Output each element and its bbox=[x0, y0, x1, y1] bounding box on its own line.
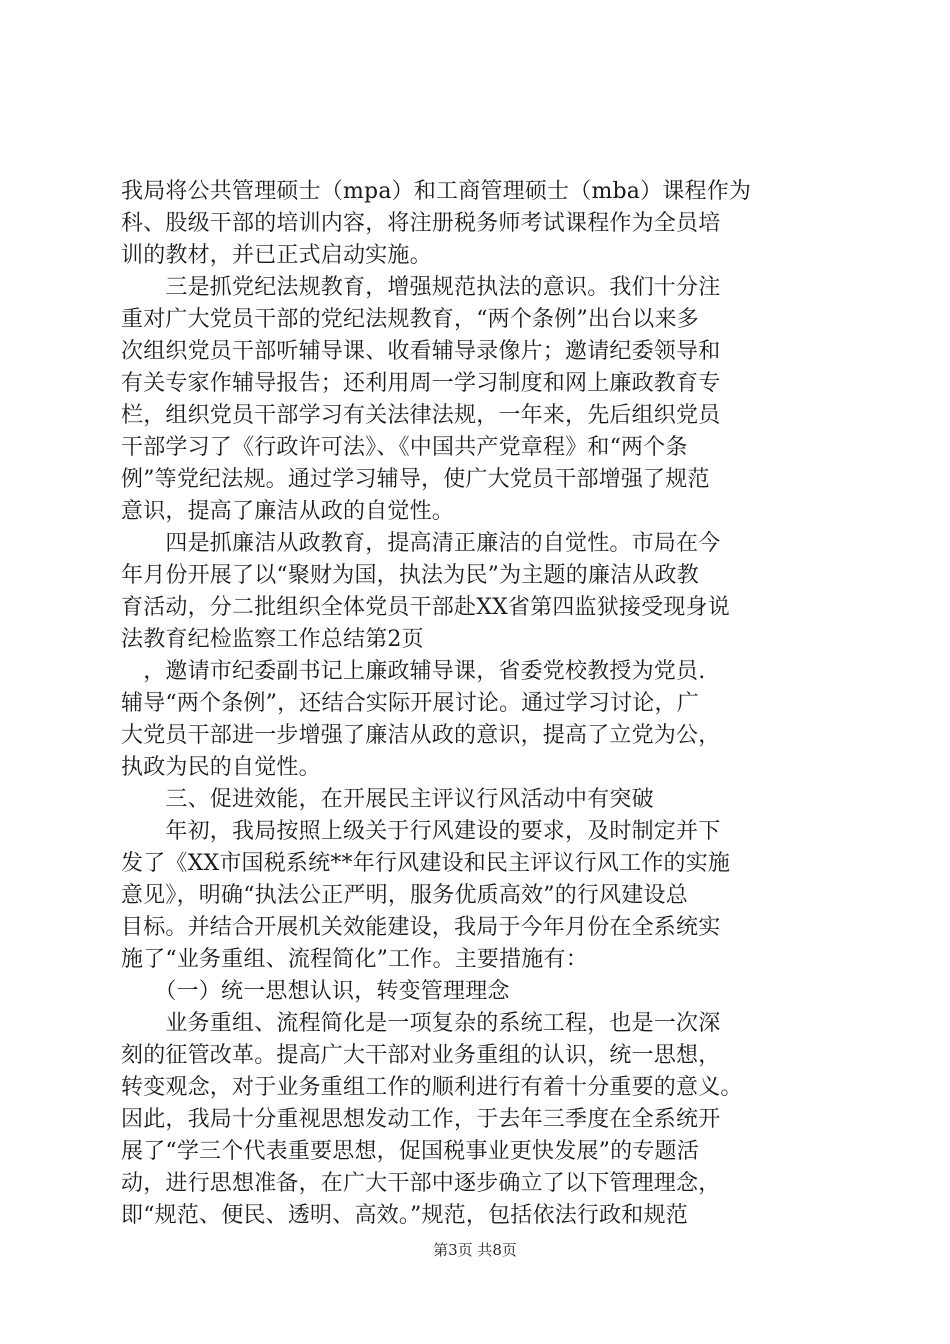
text-line: 刻的征管改革。提高广大干部对业务重组的认识，统一思想， bbox=[121, 1043, 721, 1068]
text-line: 四是抓廉洁从政教育，提高清正廉洁的自觉性。市局在今 bbox=[121, 531, 721, 556]
text-line: 业务重组、流程简化是一项复杂的系统工程，也是一次深 bbox=[121, 1011, 721, 1036]
text-line: 动，进行思想准备，在广大干部中逐步确立了以下管理理念， bbox=[121, 1171, 721, 1196]
section-heading: 三、促进效能，在开展民主评议行风活动中有突破 bbox=[121, 787, 654, 812]
text-line: ，邀请市纪委副书记上廉政辅导课，省委党校教授为党员. bbox=[121, 659, 706, 684]
text-line: 例”等党纪法规。通过学习辅导，使广大党员干部增强了规范 bbox=[121, 467, 710, 492]
page-footer bbox=[0, 1240, 950, 1260]
text-line: 有关专家作辅导报告；还利用周一学习制度和网上廉政教育专 bbox=[121, 371, 721, 396]
page-indicator: 第3页 共8页 bbox=[433, 1241, 517, 1259]
text-line: 我局将公共管理硕士（mpa）和工商管理硕士（mba）课程作为 bbox=[121, 179, 752, 204]
text-line: 意识，提高了廉洁从政的自觉性。 bbox=[121, 499, 455, 524]
text-line: 执政为民的自觉性。 bbox=[121, 755, 321, 780]
text-line: 施了“业务重组、流程简化”工作。主要措施有： bbox=[121, 947, 588, 972]
text-line: 三是抓党纪法规教育，增强规范执法的意识。我们十分注 bbox=[121, 275, 721, 300]
text-line: 训的教材，并已正式启动实施。 bbox=[121, 243, 432, 268]
text-line: 即“规范、便民、透明、高效。”规范，包括依法行政和规范 bbox=[121, 1203, 688, 1228]
subsection-heading: （一）统一思想认识，转变管理理念 bbox=[121, 979, 510, 1004]
text-line: 法教育纪检监察工作总结第2页 bbox=[121, 627, 424, 652]
text-line: 意见》，明确“执法公正严明，服务优质高效”的行风建设总 bbox=[121, 883, 688, 908]
text-line: 重对广大党员干部的党纪法规教育，“两个条例”出台以来多 bbox=[121, 307, 699, 332]
text-line: 大党员干部进一步增强了廉洁从政的意识，提高了立党为公， bbox=[121, 723, 721, 748]
text-line: 次组织党员干部听辅导课、收看辅导录像片；邀请纪委领导和 bbox=[121, 339, 721, 364]
body-text bbox=[121, 176, 841, 1232]
text-line: 栏，组织党员干部学习有关法律法规，一年来，先后组织党员 bbox=[121, 403, 721, 428]
text-line: 目标。并结合开展机关效能建设，我局于今年月份在全系统实 bbox=[121, 915, 721, 940]
text-line: 因此，我局十分重视思想发动工作，于去年三季度在全系统开 bbox=[121, 1107, 721, 1132]
text-line: 发了《XX市国税系统**年行风建设和民主评议行风工作的实施 bbox=[121, 851, 731, 876]
text-line: 展了“学三个代表重要思想，促国税事业更快发展”的专题活 bbox=[121, 1139, 699, 1164]
text-line: 年月份开展了以“聚财为国，执法为民”为主题的廉洁从政教 bbox=[121, 563, 699, 588]
text-line: 育活动，分二批组织全体党员干部赴XX省第四监狱接受现身说 bbox=[121, 595, 730, 620]
text-line: 辅导“两个条例”，还结合实际开展讨论。通过学习讨论，广 bbox=[121, 691, 699, 716]
text-line: 科、股级干部的培训内容，将注册税务师考试课程作为全员培 bbox=[121, 211, 721, 236]
text-line: 转变观念，对于业务重组工作的顺利进行有着十分重要的意义。 bbox=[121, 1075, 743, 1100]
text-line: 年初，我局按照上级关于行风建设的要求，及时制定并下 bbox=[121, 819, 721, 844]
text-line: 干部学习了《行政许可法》、《中国共产党章程》和“两个条 bbox=[121, 435, 688, 460]
